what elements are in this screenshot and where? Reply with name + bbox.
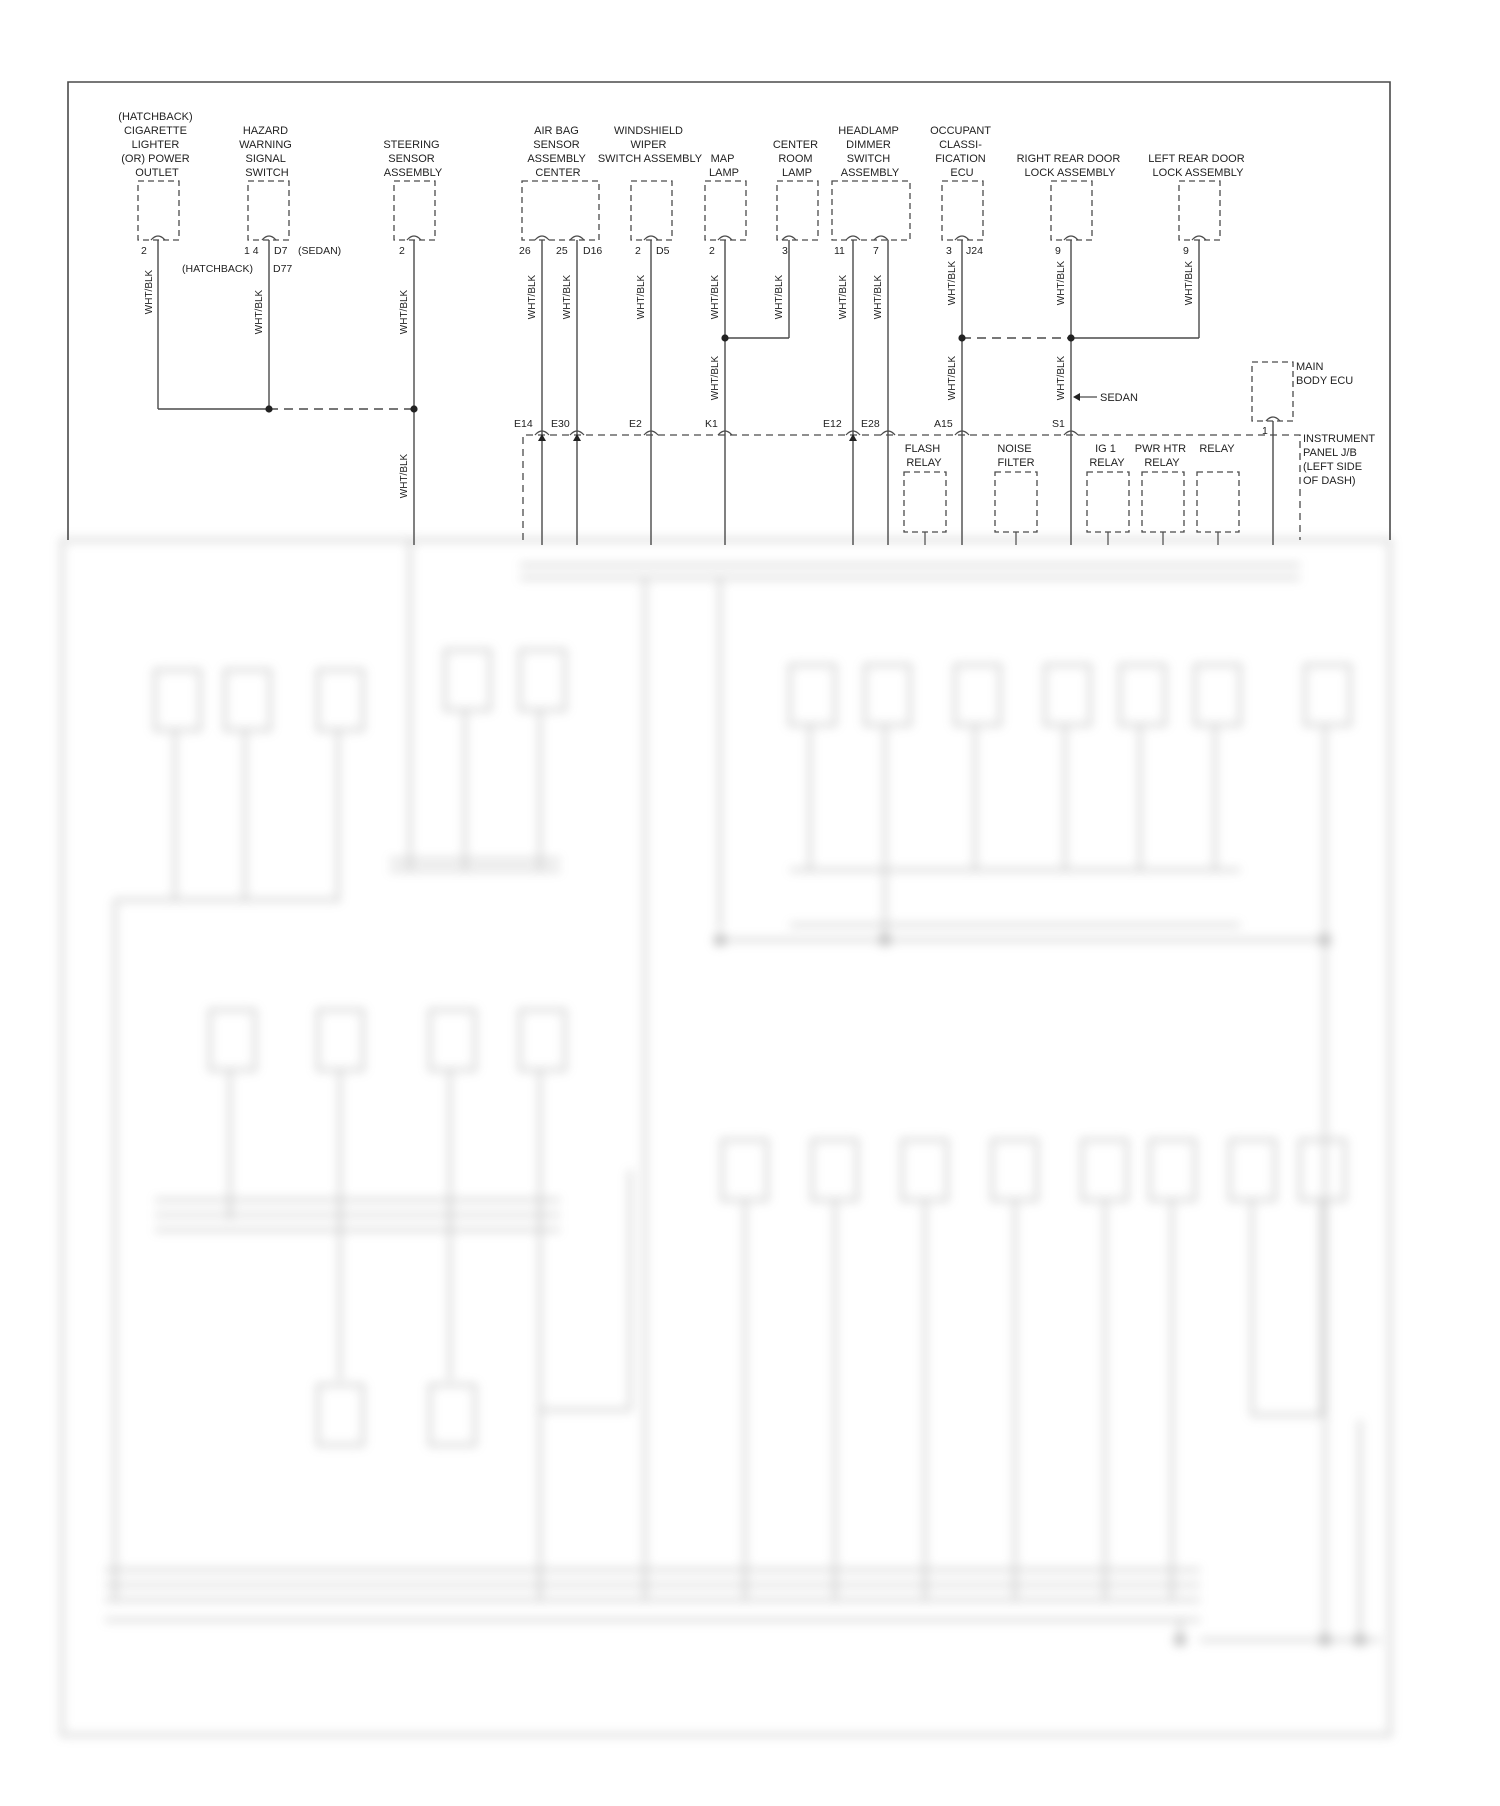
blurred-lower-diagram [62,540,1390,1735]
roomlamp-label-line: ROOM [778,153,813,165]
airbag-label-line: SENSOR [533,139,580,151]
jb-title-line: INSTRUMENT [1303,433,1375,445]
pin-label: 2 [635,245,641,257]
dimmer-label-line: DIMMER [846,139,891,151]
dimmer-box [832,181,910,240]
wire-label: WHT/BLK [399,289,410,335]
jb-title-line: PANEL J/B [1303,447,1357,459]
ig1-relay-label [1089,443,1125,469]
steering-box [394,181,435,240]
rrdoor-label-line: LOCK ASSEMBLY [1024,167,1116,179]
occupant-label-line: ECU [950,167,974,179]
wire-label: WHT/BLK [527,274,538,320]
main-body-ecu-box [1252,362,1293,421]
roomlamp-label-line: LAMP [782,167,812,179]
airbag-label [527,125,588,179]
relay-label-line: IG 1 [1095,443,1116,455]
wire-label: WHT/BLK [1056,260,1067,306]
pin-label: 1 [1262,425,1268,437]
steering-label-line: STEERING [383,139,440,151]
airbag-label-line: AIR BAG [534,125,579,137]
pin-label: J24 [966,245,983,257]
jb-connector-labels [514,418,1065,430]
lrdoor-box [1179,181,1220,240]
pwr-htr-relay-label [1135,443,1189,469]
dimmer-label [838,125,901,179]
pin-label: 2 [709,245,715,257]
hazard-box [248,181,289,240]
dimmer-label-line: SWITCH [846,153,891,165]
jb-title-line: (LEFT SIDE [1303,461,1363,473]
occupant-label-line: OCCUPANT [930,125,991,137]
roomlamp-label-line: CENTER [772,139,819,151]
wire-color-labels [144,260,1195,498]
rrdoor-label [1017,153,1124,179]
roomlamp-box [777,181,818,240]
wire-label: WHT/BLK [1184,260,1195,306]
hazard-label-line: HAZARD [242,125,289,137]
pin-label: 2 [399,245,405,257]
pin-label: 25 [556,245,568,257]
relay-label-line: FLASH [904,443,941,455]
pin-label: 9 [1055,245,1061,257]
relay-label-line: RELAY [1089,457,1125,469]
wire-label: WHT/BLK [399,453,410,499]
relay-label-line: PWR HTR [1134,443,1187,455]
airbag-label-line: CENTER [535,167,581,179]
pin-label: D7 [274,245,288,257]
jb-title [1303,433,1378,487]
pin-labels [141,245,1268,437]
pin-label: 9 [1183,245,1189,257]
flash-relay-box [904,472,946,532]
wire-label: WHT/BLK [774,274,785,320]
flash-relay-label [905,443,944,469]
lrdoor-label-line: LOCK ASSEMBLY [1152,167,1244,179]
pin-label: 11 [834,245,845,257]
sedan-label: SEDAN [1100,392,1138,404]
wire-label: WHT/BLK [947,260,958,306]
pwr-htr-relay-box [1142,472,1184,532]
rrdoor-box [1051,181,1092,240]
jb-relay-labels [905,443,1236,469]
wire-label: WHT/BLK [636,274,647,320]
jb-connector-label: K1 [705,418,718,430]
maplamp-label-line: MAP [710,153,735,165]
jb-connector-label: E2 [629,418,642,430]
hazard-label-line: SWITCH [245,167,289,179]
noise-filter-label [997,443,1034,469]
airbag-box [522,181,599,240]
wire-label: WHT/BLK [947,355,958,401]
wiper-label-line: WIPER [630,139,667,151]
pin-label: D5 [656,245,670,257]
wiper-label [598,125,703,165]
pin-label: D77 [273,263,293,275]
maplamp-label-line: LAMP [709,167,739,179]
roomlamp-label [773,139,821,179]
wire-label: WHT/BLK [144,269,155,315]
maplamp-label [709,153,739,179]
lighter-label-line: (OR) POWER [121,153,190,165]
main-body-ecu-label-line: BODY ECU [1296,375,1354,387]
sedan-callout [1073,392,1138,404]
lighter-label [118,111,195,179]
jb-connector-label: A15 [934,418,953,430]
pin-label: (HATCHBACK) [182,263,253,275]
wiper-label-line: SWITCH ASSEMBLY [597,153,703,165]
lighter-label-line: CIGARETTE [123,125,187,137]
dimmer-label-line: HEADLAMP [838,125,899,137]
dimmer-label-line: ASSEMBLY [840,167,900,179]
hazard-label-line: WARNING [239,139,292,151]
relay-label-line: RELAY [1199,443,1235,455]
occupant-box [942,181,983,240]
noise-filter-box [995,472,1037,532]
pin-label: 3 [782,245,788,257]
relay-label-line: NOISE [997,443,1032,455]
instrument-panel-jb [514,418,1378,545]
relay-label-line: RELAY [1144,457,1180,469]
pin-label: 2 [141,245,147,257]
wiper-box [631,181,672,240]
lighter-label-line: OUTLET [135,167,179,179]
pin-label: D16 [583,245,603,257]
maplamp-box [705,181,746,240]
steering-label-line: SENSOR [388,153,435,165]
occupant-label-line: CLASSI- [939,139,982,151]
relay-label-line: RELAY [906,457,942,469]
wire-label: WHT/BLK [838,274,849,320]
jb-connector-label: E28 [861,418,880,430]
main-body-ecu-label-line: MAIN [1296,361,1324,373]
occupant-label-line: FICATION [935,153,986,165]
lighter-label-line: (HATCHBACK) [118,111,193,123]
wire-label: WHT/BLK [873,274,884,320]
ig1-relay-box [1087,472,1129,532]
pin-label: 1 4 [244,245,259,257]
relay-box [1197,472,1239,532]
jb-connector-label: E30 [551,418,570,430]
jb-connector-label: E12 [823,418,842,430]
main-body-ecu-label [1296,361,1353,387]
steering-label [383,139,443,179]
relay-label-line: FILTER [997,457,1035,469]
jb-connector-label: E14 [514,418,533,430]
hazard-label-line: SIGNAL [245,153,286,165]
pin-label: 26 [519,245,531,257]
arrow-left-icon [1073,393,1080,401]
relay-label [1199,443,1235,455]
jb-connector-label: S1 [1052,418,1065,430]
pin-label: 7 [873,245,879,257]
lighter-box [138,181,179,240]
airbag-label-line: ASSEMBLY [527,153,586,165]
jb-title-line: OF DASH) [1303,475,1356,487]
occupant-label [930,125,994,179]
lrdoor-label [1148,153,1247,179]
wire-label: WHT/BLK [710,274,721,320]
component-labels [118,111,1247,179]
lrdoor-label-line: LEFT REAR DOOR [1148,153,1245,165]
pin-label: (SEDAN) [298,245,342,257]
wire-label: WHT/BLK [254,289,265,335]
steering-label-line: ASSEMBLY [383,167,443,179]
pin-label: 3 [946,245,952,257]
wiper-label-line: WINDSHIELD [613,125,683,137]
wire-label: WHT/BLK [710,355,721,401]
rrdoor-label-line: RIGHT REAR DOOR [1016,153,1121,165]
lighter-label-line: LIGHTER [131,139,180,151]
wire-label: WHT/BLK [562,274,573,320]
hazard-label [239,125,295,179]
wire-label: WHT/BLK [1056,355,1067,401]
